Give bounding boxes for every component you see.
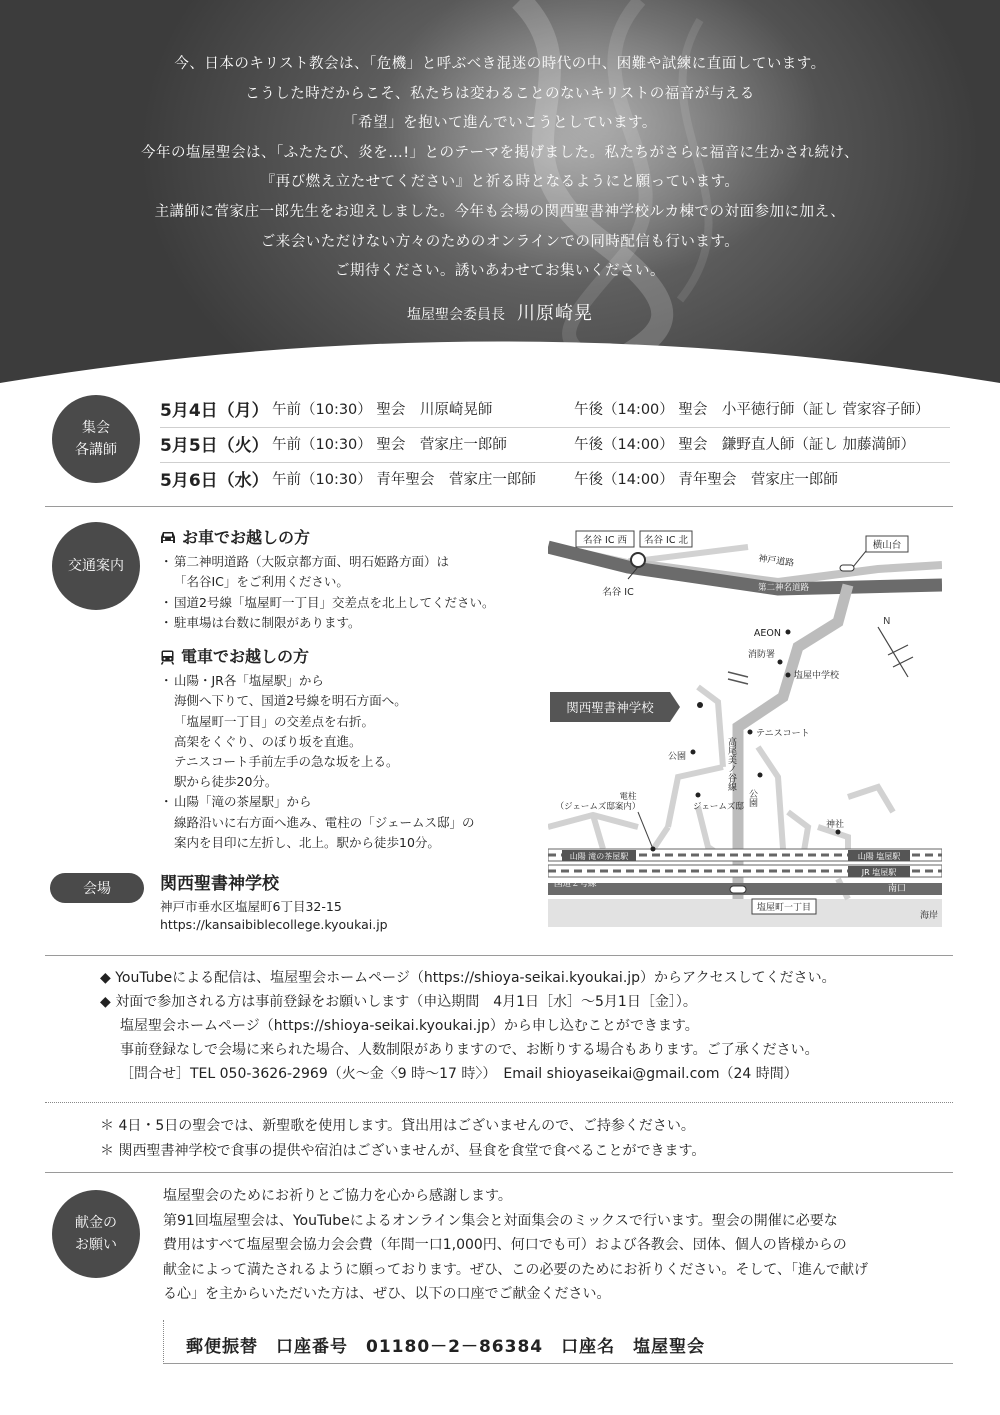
schedule-am: 午前（10:30） 聖会 菅家庄一郎師 xyxy=(272,437,507,453)
note-item: ＊ 関西聖書神学校で食事の提供や宿泊はございませんが、昼食を食堂で食べることができます。 xyxy=(100,1143,706,1159)
schedule-pm: 午後（14:00） 青年聖会 菅家庄一郎師 xyxy=(574,472,838,488)
map-label-jr-shioya: JR 塩屋駅 xyxy=(861,868,897,877)
schedule-label-line: 各講師 xyxy=(75,442,117,458)
signature-title: 塩屋聖会委員長 xyxy=(407,306,505,323)
divider xyxy=(45,955,953,956)
greeting-line: 「希望」を抱いて進んでいこうとしています。 xyxy=(343,115,657,132)
offering-line: 費用はすべて塩屋聖会協力会会費（年間一口1,000円、何口でも可）および各教会、団体、個人の皆様からの xyxy=(163,1237,847,1253)
notices xyxy=(100,966,960,1086)
car-icon xyxy=(160,531,176,545)
train-heading xyxy=(160,647,540,667)
train-item-cont: 線路沿いに右方面へ進み、電柱の「ジェームス邸」の xyxy=(174,814,475,830)
ic-marker xyxy=(631,553,645,567)
schedule-row xyxy=(160,393,950,428)
notice-line: 事前登録なしで会場に来られた場合、人数制限がありますので、お断りする場合もあります。ご了承ください。 xyxy=(120,1042,819,1058)
signature-name: 川原崎晃 xyxy=(517,302,593,324)
schedule-date: 5月5日（火） xyxy=(160,436,269,456)
schedule-date: 5月4日（月） xyxy=(160,401,269,421)
bank-account-text: 郵便振替 口座番号 01180－2－86384 口座名 塩屋聖会 xyxy=(186,1337,706,1357)
map-label-fire-station: 消防署 xyxy=(748,650,776,660)
train-list xyxy=(160,671,540,853)
offering-label xyxy=(52,1190,140,1278)
train-item-cont: 「塩屋町一丁目」の交差点を右折。 xyxy=(174,713,375,729)
train-item-cont: 駅から徒歩20分。 xyxy=(174,774,278,790)
map-label-coast: 海岸 xyxy=(919,911,938,921)
map-label-ic-west: 名谷 IC 西 xyxy=(583,535,627,546)
sea-area xyxy=(548,899,942,927)
access-label xyxy=(52,522,140,610)
greeting-line: こうした時だからこそ、私たちは変わることのないキリストの福音が与える xyxy=(245,85,755,102)
schedule-pm: 午後（14:00） 聖会 小平徳行師（証し 菅家容子師） xyxy=(574,402,930,418)
header-message-area xyxy=(0,0,1000,385)
schedule-label xyxy=(52,395,140,483)
map-label-south-exit: 南口 xyxy=(888,884,907,894)
venue-name: 関西聖書神学校 xyxy=(160,874,279,894)
venue-label xyxy=(50,873,144,903)
school-callout xyxy=(550,692,680,722)
offering-label-line: 献金の xyxy=(75,1215,117,1231)
schedule-am: 午前（10:30） 青年聖会 菅家庄一郎師 xyxy=(272,472,536,488)
map-label-aeon: AEON xyxy=(753,628,781,639)
map-label-james: ジェームズ邸 xyxy=(693,802,744,812)
venue-label-text: 会場 xyxy=(83,881,111,897)
map-label-school: 関西聖書神学校 xyxy=(566,700,654,715)
greeting-line: 主講師に菅家庄一郎先生をお迎えしました。今年も会場の関西聖書神学校ルカ棟での対面参加に加え、 xyxy=(154,203,846,220)
car-list xyxy=(160,552,540,633)
offering-text xyxy=(163,1184,953,1307)
schedule-row xyxy=(160,463,950,498)
shioya-1-box xyxy=(752,899,816,914)
offering-line: 第91回塩屋聖会は、YouTubeによるオンライン集会と対面集会のミックスで行います。聖会の開催に必要な xyxy=(163,1212,838,1229)
svg-text:N: N xyxy=(883,616,891,627)
map-label-shioya-1: 塩屋町一丁目 xyxy=(756,903,812,913)
map-label-valley-line: 高尾美ノ谷線 xyxy=(726,737,736,791)
map-label-second-meishin: 第二神名道路 xyxy=(758,583,810,593)
notice-contact: ［問合せ］TEL 050-3626-2969（火～金〈9 時～17 時〉） Email shioyaseikai@gmail.com（24 時間） xyxy=(120,1066,798,1082)
ic-west-box xyxy=(576,531,634,547)
train-item: ・ 山陽「滝の茶屋駅」から xyxy=(160,792,540,812)
yokoyamadai-box xyxy=(866,536,908,552)
signature xyxy=(0,299,1000,325)
schedule-am: 午前（10:30） 聖会 川原崎晃師 xyxy=(272,402,493,418)
greeting-line: ご期待ください。誘いあわせてお集いください。 xyxy=(335,263,665,280)
car-item: ・ 国道2号線「塩屋町一丁目」交差点を北上してください。 xyxy=(160,593,540,613)
map-label-pole-1: 電柱 xyxy=(619,792,637,802)
ic-north-box xyxy=(640,531,692,547)
dotted-divider xyxy=(45,1102,953,1103)
offering-line: 塩屋聖会のためにお祈りとご協力を心から感謝します。 xyxy=(163,1188,512,1204)
train-item-cont: 海側へ下りて、国道2号線を明石方面へ。 xyxy=(174,693,407,709)
greeting-line: 今年の塩屋聖会は、「ふたたび、炎を…!」とのテーマを掲げました。私たちがさらに福音に生かされ続け、 xyxy=(141,144,859,161)
greeting-line: 今、日本のキリスト教会は、「危機」と呼ぶべき混迷の時代の中、困難や試練に直面しています。 xyxy=(174,56,826,72)
schedule-row xyxy=(160,428,950,463)
notice-registration: ◆ 対面で参加される方は事前登録をお願いします（申込期間 4月1日［水］～5月1日［金］）。 xyxy=(100,994,697,1010)
train-item-cont: 高架をくぐり、のぼり坂を直進。 xyxy=(174,733,362,749)
venue-url[interactable]: https://kansaibiblecollege.kyoukai.jp xyxy=(160,917,388,932)
notes xyxy=(100,1114,705,1164)
schedule-label-line: 集会 xyxy=(82,420,110,436)
schedule-table xyxy=(160,393,950,498)
access-info xyxy=(160,528,540,853)
offering-line: 献金によって満たされるように願っております。ぜひ、この必要のためにお祈りください。そして、「進んで献げ xyxy=(163,1261,869,1278)
map-label-yokoyamadai: 横山台 xyxy=(872,540,902,551)
divider xyxy=(45,506,953,507)
greeting-text xyxy=(0,50,1000,325)
map-label-route2: 国道２号線 xyxy=(554,879,597,889)
map-label-park2: 公園 xyxy=(747,789,757,807)
bank-account xyxy=(163,1320,953,1364)
venue-info xyxy=(160,875,388,934)
train-title: 電車でお越しの方 xyxy=(181,647,310,667)
train-icon xyxy=(160,650,175,665)
map-label-shrine: 神社 xyxy=(826,820,845,830)
train-item-cont: 案内を目印に左折し、北上。駅から徒歩10分。 xyxy=(174,834,440,850)
jr-shioya-station xyxy=(848,866,910,877)
map-label-kobe-road: 神戸道路 xyxy=(757,554,795,569)
map-label-tennis: テニスコート xyxy=(756,729,810,739)
map-label-ic: 名谷 IC xyxy=(602,587,634,598)
divider xyxy=(45,1172,953,1173)
map-label-middle-school: 塩屋中学校 xyxy=(794,671,840,681)
map-label-pole-2: （ジェームズ邸案内） xyxy=(555,802,641,812)
car-heading xyxy=(160,528,540,548)
schedule-date: 5月6日（水） xyxy=(160,471,269,491)
schedule-pm: 午後（14:00） 聖会 鎌野直人師（証し 加藤満師） xyxy=(574,437,916,453)
offering-label-line: お願い xyxy=(75,1237,117,1253)
notice-line: 塩屋聖会ホームページ（https://shioya-seikai.kyoukai.jp）から申し込むことができます。 xyxy=(120,1018,699,1034)
train-item-cont: テニスコート手前左手の急な坂を上る。 xyxy=(174,754,399,770)
map-label-sanyo-shioya: 山陽 塩屋駅 xyxy=(857,852,901,861)
map-label-ic-north: 名谷 IC 北 xyxy=(644,535,688,546)
offering-line: る心」を主からいただいた方は、ぜひ、以下の口座でご献金ください。 xyxy=(163,1286,611,1302)
map-label-park1: 公園 xyxy=(667,752,686,762)
note-item: ＊ 4日・5日の聖会では、新聖歌を使用します。貸出用はございませんので、ご持参ください。 xyxy=(100,1118,695,1134)
notice-youtube: ◆ YouTubeによる配信は、塩屋聖会ホームページ（https://shioya-seikai.kyoukai.jp）からアクセスしてください。 xyxy=(100,970,836,986)
venue-address: 神戸市垂水区塩屋町6丁目32-15 xyxy=(160,899,342,914)
car-title: お車でお越しの方 xyxy=(182,528,311,547)
train-item: ・ 山陽・JR各「塩屋駅」から xyxy=(160,671,540,691)
car-item: ・ 第二神明道路（大阪京都方面、明石姫路方面）は xyxy=(160,552,540,572)
car-item: ・ 駐車場は台数に制限があります。 xyxy=(160,613,540,633)
access-label-text: 交通案内 xyxy=(68,558,124,574)
map-label-takinochaya: 山陽 滝の茶屋駅 xyxy=(569,852,629,861)
takinochaya-station xyxy=(562,850,636,861)
access-map xyxy=(548,527,942,927)
greeting-line: 『再び燃え立たせてください』と祈る時となるようにと願っています。 xyxy=(260,174,740,191)
greeting-line: ご来会いただけない方々のためのオンラインでの同時配信も行います。 xyxy=(260,233,740,250)
school-marker xyxy=(697,702,703,708)
car-item-cont: 「名谷IC」をご利用ください。 xyxy=(174,574,349,590)
sanyo-shioya-station xyxy=(848,850,910,861)
